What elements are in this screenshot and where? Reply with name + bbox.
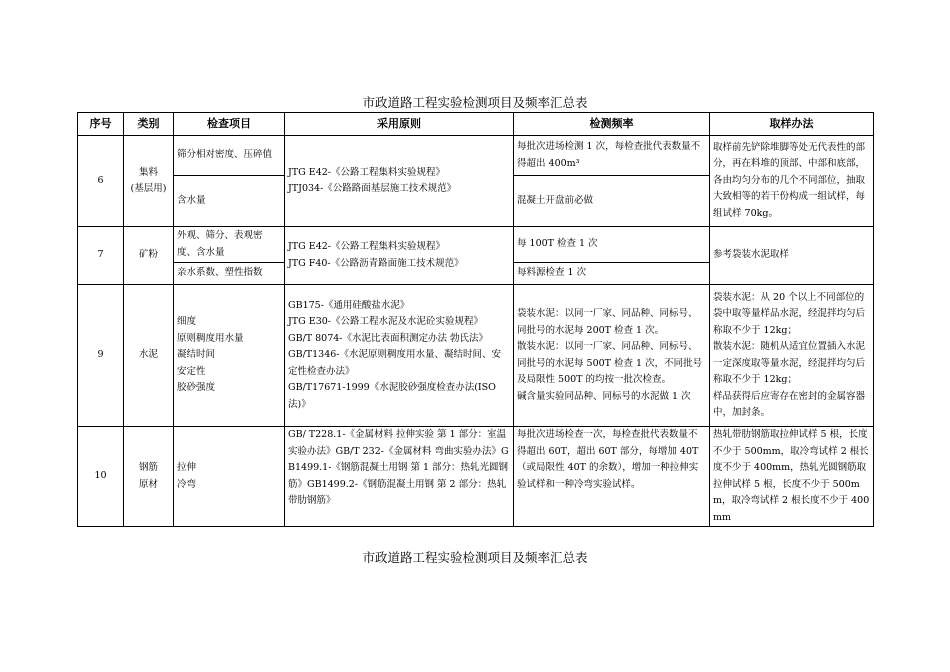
header-row <box>78 113 874 136</box>
standard-cell: JTG E42-《公路工程集料实验规程》 JTG F40-《公路沥青路面施工技术规范》 <box>285 227 514 285</box>
frequency-cell: 每 100T 检查 1 次 <box>514 227 710 263</box>
standard-cell: GB175-《通用硅酸盐水泥》 JTG E30-《公路工程水泥及水泥砼实验规程》 GB/T 8074-《水泥比表面积测定办法 勃氏法》 GB/T1346-《水泥原则稠度用水量、凝结时间、安定性检查办法》 GB/T17671-1999《水泥胶砂强度检查办法(ISO 法)》 <box>285 285 514 427</box>
table-row <box>78 136 874 176</box>
category-cell: 钢筋 原材 <box>124 427 174 527</box>
item-cell: 外观、筛分、表观密度、含水量 <box>174 227 285 263</box>
item-cell: 筛分相对密度、压碎值 <box>174 136 285 176</box>
category-cell: 集料 (基层用) <box>124 136 174 227</box>
page-title-repeat: 市政道路工程实验检测项目及频率汇总表 <box>362 550 588 565</box>
seq-cell: 10 <box>78 427 124 527</box>
header-frequency: 检测频率 <box>514 113 710 136</box>
standard-cell: JTG E42-《公路工程集料实验规程》 JTJ034-《公路路面基层施工技术规范》 <box>285 136 514 227</box>
frequency-cell: 每料源检查 1 次 <box>514 263 710 285</box>
inspection-summary-table <box>77 112 874 527</box>
sampling-cell: 热轧带肋钢筋取拉伸试样 5 根，长度不少于 500mm，取冷弯试样 2 根长度不少于 400mm，热轧光圆钢筋取拉伸试样 5 根，长度不少于 500mm，取冷弯试样 2 根长度不少于 400mm <box>710 427 874 527</box>
frequency-cell: 每批次进场检查一次，每检查批代表数量不得超出 60T，超出 60T 部分，每增加 40T（或局限性 40T 的余数），增加一种拉伸实验试样和一种冷弯实验试样。 <box>514 427 710 527</box>
item-cell: 细度 原则稠度用水量 凝结时间 安定性 胶砂强度 <box>174 285 285 427</box>
header-seq: 序号 <box>78 113 124 136</box>
item-cell: 亲水系数、塑性指数 <box>174 263 285 285</box>
sampling-cell: 袋装水泥：从 20 个以上不同部位的袋中取等量样品水泥，经混拌均匀后称取不少于 12kg； 散装水泥：随机从适宜位置插入水泥一定深度取等量水泥，经混拌均匀后称取不少于 12kg； 样品获得后应寄存在密封的金属容器中，加封条。 <box>710 285 874 427</box>
seq-cell: 7 <box>78 227 124 285</box>
table-row <box>78 427 874 527</box>
frequency-cell: 每批次进场检测 1 次，每检查批代表数量不得超出 400m³ <box>514 136 710 176</box>
seq-cell: 6 <box>78 136 124 227</box>
header-category: 类别 <box>124 113 174 136</box>
frequency-cell: 袋装水泥：以同一厂家、同品种、同标号、同批号的水泥每 200T 检查 1 次。 散装水泥：以同一厂家、同品种、同标号、同批号的水泥每 500T 检查 1 次，不同批号及局限性 500T 的均按一批次检查。 碱含量实验同品种、同标号的水泥做 1 次 <box>514 285 710 427</box>
header-item: 检查项目 <box>174 113 285 136</box>
category-cell: 水泥 <box>124 285 174 427</box>
sampling-cell: 取样前先铲除堆脚等处无代表性的部分，再在料堆的顶部、中部和底部，各由均匀分布的几个不同部位，抽取大致相等的若干份构成一组试样，每组试样 70kg。 <box>710 136 874 227</box>
item-cell: 含水量 <box>174 176 285 227</box>
sampling-cell: 参考袋装水泥取样 <box>710 227 874 285</box>
category-cell: 矿粉 <box>124 227 174 285</box>
item-cell: 拉伸 冷弯 <box>174 427 285 527</box>
frequency-cell: 混凝土开盘前必做 <box>514 176 710 227</box>
page-title: 市政道路工程实验检测项目及频率汇总表 <box>362 95 588 110</box>
table-row <box>78 227 874 263</box>
standard-cell: GB/ T228.1-《金属材料 拉伸实验 第 1 部分：室温实验办法》GB/T 232-《金属材料 弯曲实验办法》GB1499.1-《钢筋混凝土用钢 第 1 部分：热轧光圆钢筋》GB1499.2-《钢筋混凝土用钢 第 2 部分：热轧带肋钢筋》 <box>285 427 514 527</box>
seq-cell: 9 <box>78 285 124 427</box>
header-standard: 采用原则 <box>285 113 514 136</box>
table-row <box>78 285 874 427</box>
header-sampling: 取样办法 <box>710 113 874 136</box>
